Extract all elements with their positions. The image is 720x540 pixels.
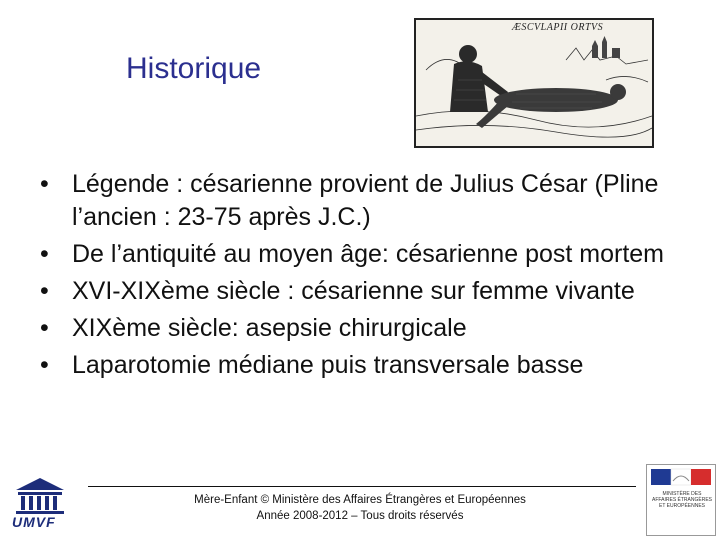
umvf-logo-label: UMVF: [12, 514, 56, 530]
bullet-item: [40, 349, 680, 382]
bullet-text: De l’antiquité au moyen âge: césarienne post mortem: [72, 240, 664, 268]
bullet-dot: •: [40, 240, 49, 268]
french-flag-emblem: [647, 465, 715, 489]
bullet-item: [40, 275, 680, 308]
woodcut-drawing: [416, 20, 652, 146]
ministry-logo-text: MINISTÈRE DES AFFAIRES ÉTRANGÈRES ET EUROPÉENNES: [651, 491, 712, 509]
bullet-text: Laparotomie médiane puis transversale basse: [72, 351, 584, 379]
footer-line-1: Mère-Enfant © Ministère des Affaires Étrangères et Européennes: [194, 494, 526, 506]
bullet-item: [40, 238, 680, 271]
bullet-dot: •: [40, 277, 49, 305]
bullet-dot: •: [40, 351, 49, 379]
bullet-item: [40, 312, 680, 345]
bullet-dot: •: [40, 314, 49, 342]
bullet-text: XVI-XIXème siècle : césarienne sur femme vivante: [72, 277, 635, 305]
woodcut-caption: ÆSCVLAPII ORTVS: [512, 22, 604, 33]
bullet-dot: •: [40, 170, 49, 198]
bullet-list: [40, 168, 680, 386]
bullet-item: [40, 168, 680, 234]
bullet-text: XIXème siècle: asepsie chirurgicale: [72, 314, 467, 342]
french-ministry-logo-icon: [646, 464, 716, 536]
page-title: Historique: [126, 52, 262, 85]
footer-divider: [88, 486, 636, 487]
footer-copyright: [160, 492, 560, 524]
footer-line-2: Année 2008-2012 – Tous droits réservés: [256, 510, 464, 522]
bullet-text: Légende : césarienne provient de Julius César (Pline l’ancien : 23-75 après J.C.): [72, 170, 659, 231]
woodcut-illustration-icon: [414, 18, 654, 148]
